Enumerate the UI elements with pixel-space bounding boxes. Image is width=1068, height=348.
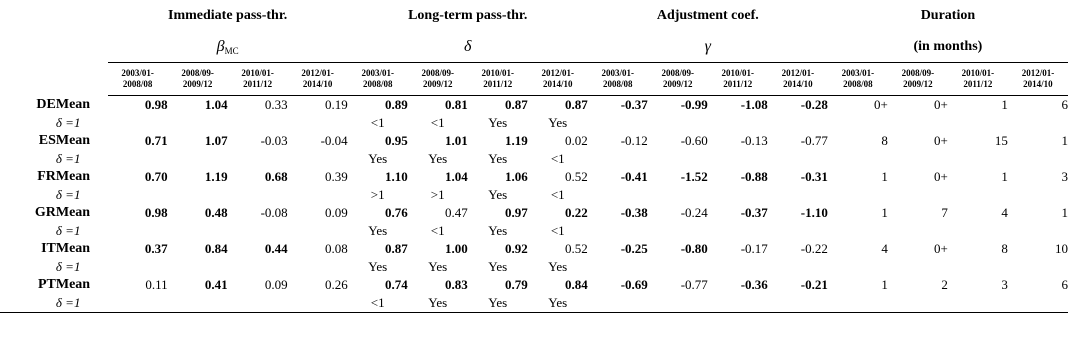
adjustment-value: -1.10 [800, 205, 828, 220]
empty-cell [108, 258, 168, 276]
empty-cell [588, 222, 648, 240]
duration-value: 4 [1001, 205, 1008, 220]
empty-cell [228, 258, 288, 276]
immediate-value: -0.03 [260, 133, 288, 148]
adjustment-value: -0.99 [680, 97, 708, 112]
period-header: 2010/01- 2011/12 [468, 63, 528, 96]
empty-cell [228, 186, 288, 204]
delta-test-value: Yes [408, 294, 468, 313]
duration-value: 0+ [934, 97, 948, 112]
longterm-value: 0.81 [444, 97, 468, 112]
longterm-value: 1.06 [504, 169, 528, 184]
adjustment-value: -0.17 [740, 241, 768, 256]
empty-cell [888, 150, 948, 168]
duration-value: 0+ [934, 241, 948, 256]
empty-cell [768, 294, 828, 313]
delta-test-value: <1 [550, 151, 565, 166]
duration-value: 10 [1055, 241, 1068, 256]
empty-cell [888, 186, 948, 204]
duration-value: 1 [1001, 169, 1008, 184]
row-label-delta-eq-1: δ =1 [55, 223, 81, 238]
adjustment-value: -0.24 [680, 205, 708, 220]
delta-test-value: Yes [488, 187, 508, 202]
duration-value: 6 [1061, 277, 1068, 292]
delta-test-value: Yes [488, 223, 508, 238]
delta-test-value: Yes [548, 259, 568, 274]
empty-cell [1008, 114, 1068, 132]
adjustment-value: -0.13 [740, 133, 768, 148]
table-row-flag [0, 222, 1068, 240]
period-header: 2003/01- 2008/08 [588, 63, 648, 96]
empty-cell [228, 222, 288, 240]
longterm-value: 0.87 [504, 97, 528, 112]
period-header: 2008/09- 2009/12 [408, 63, 468, 96]
delta-test-value: <1 [348, 294, 408, 313]
empty-cell [708, 150, 768, 168]
delta-test-value: Yes [468, 294, 528, 313]
empty-cell [648, 294, 708, 313]
longterm-value: 0.95 [384, 133, 408, 148]
empty-cell [648, 150, 708, 168]
row-label-delta-eq-1: δ =1 [55, 151, 81, 166]
immediate-value: 0.39 [324, 169, 348, 184]
duration-unit-note: (in months) [913, 39, 983, 54]
delta-test-value: Yes [488, 151, 508, 166]
symbol-beta-mc [108, 32, 348, 63]
table-row [0, 96, 1068, 115]
empty-cell [1008, 222, 1068, 240]
immediate-value: 0.37 [144, 241, 168, 256]
empty-cell [1008, 150, 1068, 168]
adjustment-value: -0.80 [680, 241, 708, 256]
longterm-value: 0.79 [504, 277, 528, 292]
symbol-delta: δ [464, 38, 472, 55]
delta-test-value: <1 [430, 115, 445, 130]
empty-cell [168, 294, 228, 313]
period-header: 2012/01- 2014/10 [768, 63, 828, 96]
adjustment-value: -1.08 [740, 97, 768, 112]
immediate-value: 0.48 [204, 205, 228, 220]
empty-cell [168, 186, 228, 204]
empty-cell [0, 186, 56, 204]
adjustment-value: -0.60 [680, 133, 708, 148]
duration-value: 7 [941, 205, 948, 220]
period-header: 2012/01- 2014/10 [1008, 63, 1068, 96]
table-row [0, 168, 1068, 186]
empty-cell [168, 114, 228, 132]
duration-value: 1 [1061, 133, 1068, 148]
delta-test-value: Yes [488, 259, 508, 274]
immediate-value: -0.08 [260, 205, 288, 220]
table-row-flag [0, 294, 1068, 313]
delta-test-value: <1 [550, 223, 565, 238]
beta-symbol: β [216, 38, 225, 55]
duration-value: 1 [881, 169, 888, 184]
empty-cell [708, 294, 768, 313]
period-header: 2010/01- 2011/12 [228, 63, 288, 96]
longterm-value: 0.52 [565, 241, 588, 256]
adjustment-value: -0.37 [740, 205, 768, 220]
empty-cell [108, 150, 168, 168]
table-row-flag [0, 186, 1068, 204]
duration-value: 1 [881, 277, 888, 292]
longterm-value: 0.76 [384, 205, 408, 220]
delta-test-value: <1 [370, 115, 385, 130]
group-header-adjustment: Adjustment coef. [656, 8, 759, 23]
corner-cell [0, 32, 108, 63]
row-label-mean: Mean [55, 205, 91, 220]
duration-value: 15 [994, 133, 1008, 148]
empty-cell [1008, 258, 1068, 276]
longterm-value: 0.89 [384, 97, 408, 112]
empty-cell [288, 150, 348, 168]
delta-test-value: >1 [370, 187, 385, 202]
row-label-delta-eq-1: δ =1 [55, 115, 81, 130]
country-label: GR [34, 205, 56, 220]
empty-cell [0, 222, 56, 240]
immediate-value: 0.11 [145, 277, 168, 292]
immediate-value: 0.08 [324, 241, 348, 256]
empty-cell [648, 186, 708, 204]
empty-cell [948, 258, 1008, 276]
immediate-value: 0.98 [144, 97, 168, 112]
group-header-longterm: Long-term pass-thr. [408, 8, 528, 23]
empty-cell [0, 114, 56, 132]
longterm-value: 0.97 [504, 205, 528, 220]
empty-cell [828, 258, 888, 276]
immediate-value: 0.68 [264, 169, 288, 184]
duration-value: 8 [881, 133, 888, 148]
immediate-value: 0.41 [204, 277, 228, 292]
longterm-value: 0.87 [384, 241, 408, 256]
empty-cell [768, 222, 828, 240]
row-label-mean: Mean [55, 241, 91, 256]
immediate-value: 1.04 [204, 97, 228, 112]
adjustment-value: -0.88 [740, 169, 768, 184]
row-label-mean: Mean [55, 133, 91, 148]
empty-cell [648, 222, 708, 240]
adjustment-value: -0.38 [620, 205, 648, 220]
empty-cell [108, 114, 168, 132]
empty-cell [108, 294, 168, 313]
longterm-value: 1.01 [444, 133, 468, 148]
country-label: ES [38, 133, 56, 148]
delta-test-value: Yes [528, 294, 588, 313]
group-header-duration: Duration [920, 8, 976, 23]
duration-value: 3 [1001, 277, 1008, 292]
empty-cell [288, 186, 348, 204]
empty-cell [828, 150, 888, 168]
row-label-delta-eq-1: δ =1 [56, 294, 108, 313]
empty-cell [708, 222, 768, 240]
delta-test-value: Yes [428, 151, 448, 166]
longterm-value: 1.00 [444, 241, 468, 256]
delta-test-value: Yes [488, 115, 508, 130]
empty-cell [828, 222, 888, 240]
duration-value: 4 [881, 241, 888, 256]
empty-cell [708, 186, 768, 204]
adjustment-value: -1.52 [680, 169, 708, 184]
longterm-value: 0.83 [444, 277, 468, 292]
empty-cell [108, 186, 168, 204]
immediate-value: 0.19 [324, 97, 348, 112]
immediate-value: 1.07 [204, 133, 228, 148]
adjustment-value: -0.21 [800, 277, 828, 292]
table-row [0, 240, 1068, 258]
empty-cell [888, 114, 948, 132]
immediate-value: -0.04 [320, 133, 348, 148]
empty-cell [228, 150, 288, 168]
empty-cell [888, 294, 948, 313]
empty-cell [888, 258, 948, 276]
immediate-value: 1.19 [204, 169, 228, 184]
empty-cell [108, 222, 168, 240]
country-label: DE [36, 96, 56, 112]
delta-test-value: Yes [368, 259, 388, 274]
empty-cell [768, 114, 828, 132]
empty-cell [708, 114, 768, 132]
period-header: 2003/01- 2008/08 [348, 63, 408, 96]
empty-cell [888, 222, 948, 240]
period-header: 2003/01- 2008/08 [108, 63, 168, 96]
longterm-value: 0.87 [565, 97, 588, 112]
corner-cell [0, 0, 108, 32]
duration-value: 8 [1001, 241, 1008, 256]
empty-cell [648, 258, 708, 276]
immediate-value: 0.44 [264, 241, 288, 256]
duration-value: 1 [1001, 97, 1008, 112]
row-label-mean: Mean [55, 96, 91, 112]
row-label-mean: Mean [55, 169, 91, 184]
table-row-flag [0, 258, 1068, 276]
empty-cell [948, 150, 1008, 168]
empty-cell [648, 114, 708, 132]
empty-cell [588, 294, 648, 313]
adjustment-value: -0.12 [620, 133, 648, 148]
empty-cell [948, 294, 1008, 313]
empty-cell [288, 114, 348, 132]
period-header: 2008/09- 2009/12 [648, 63, 708, 96]
period-header: 2003/01- 2008/08 [828, 63, 888, 96]
period-header: 2012/01- 2014/10 [288, 63, 348, 96]
duration-value: 3 [1061, 169, 1068, 184]
empty-cell [768, 258, 828, 276]
longterm-value: 0.74 [384, 277, 408, 292]
empty-cell [708, 258, 768, 276]
empty-cell [828, 114, 888, 132]
country-label: FR [37, 169, 56, 184]
adjustment-value: -0.25 [620, 241, 648, 256]
row-label-delta-eq-1: δ =1 [55, 187, 81, 202]
empty-cell [768, 150, 828, 168]
longterm-value: 0.52 [565, 169, 588, 184]
table-row [0, 276, 1068, 294]
immediate-value: 0.33 [264, 97, 288, 112]
adjustment-value: -0.77 [680, 277, 708, 292]
immediate-value: 0.84 [204, 241, 228, 256]
adjustment-value: -0.31 [800, 169, 828, 184]
duration-value: 1 [1061, 205, 1068, 220]
delta-test-value: >1 [430, 187, 445, 202]
duration-value: 1 [881, 205, 888, 220]
empty-cell [948, 186, 1008, 204]
empty-cell [588, 150, 648, 168]
empty-cell [948, 222, 1008, 240]
adjustment-value: -0.36 [740, 277, 768, 292]
immediate-value: 0.98 [144, 205, 168, 220]
corner-cell [0, 63, 108, 96]
empty-cell [828, 294, 888, 313]
immediate-value: 0.71 [144, 133, 168, 148]
delta-test-value: Yes [368, 223, 388, 238]
empty-cell [228, 114, 288, 132]
empty-cell [948, 114, 1008, 132]
period-header: 2008/09- 2009/12 [168, 63, 228, 96]
adjustment-value: -0.37 [620, 97, 648, 112]
immediate-value: 0.70 [144, 169, 168, 184]
country-label: PT [37, 277, 56, 292]
immediate-value: 0.09 [324, 205, 348, 220]
period-header: 2012/01- 2014/10 [528, 63, 588, 96]
duration-value: 0+ [934, 133, 948, 148]
empty-cell [828, 186, 888, 204]
empty-cell [1008, 294, 1068, 313]
empty-cell [0, 150, 56, 168]
table-row-flag [0, 114, 1068, 132]
period-header: 2008/09- 2009/12 [888, 63, 948, 96]
empty-cell [288, 258, 348, 276]
table-row-flag [0, 150, 1068, 168]
longterm-value: 0.47 [444, 205, 468, 220]
country-label: IT [41, 241, 56, 256]
adjustment-value: -0.28 [800, 97, 828, 112]
immediate-value: 0.09 [264, 277, 288, 292]
beta-subscript: MC [224, 46, 239, 56]
row-label-mean: Mean [55, 277, 91, 292]
empty-cell [588, 258, 648, 276]
duration-value: 6 [1061, 97, 1068, 112]
table-row [0, 204, 1068, 222]
immediate-value: 0.26 [324, 277, 348, 292]
delta-test-value: Yes [428, 259, 448, 274]
longterm-value: 1.04 [444, 169, 468, 184]
adjustment-value: -0.77 [800, 133, 828, 148]
table-row [0, 132, 1068, 150]
longterm-value: 1.10 [384, 169, 408, 184]
empty-cell [168, 222, 228, 240]
empty-cell [0, 294, 56, 313]
adjustment-value: -0.41 [620, 169, 648, 184]
period-header: 2010/01- 2011/12 [948, 63, 1008, 96]
adjustment-value: -0.22 [800, 241, 828, 256]
empty-cell [0, 258, 56, 276]
empty-cell [168, 258, 228, 276]
duration-value: 0+ [874, 97, 888, 112]
longterm-value: 0.22 [565, 205, 588, 220]
longterm-value: 0.84 [565, 277, 588, 292]
delta-test-value: Yes [548, 115, 568, 130]
empty-cell [168, 150, 228, 168]
duration-value: 2 [941, 277, 948, 292]
empty-cell [228, 294, 288, 313]
empty-cell [588, 186, 648, 204]
delta-test-value: <1 [430, 223, 445, 238]
empty-cell [288, 222, 348, 240]
longterm-value: 1.19 [504, 133, 528, 148]
row-label-delta-eq-1: δ =1 [55, 259, 81, 274]
duration-value: 0+ [934, 169, 948, 184]
symbol-gamma: γ [704, 38, 711, 55]
group-header-immediate: Immediate pass-thr. [168, 8, 288, 23]
longterm-value: 0.02 [565, 133, 588, 148]
empty-cell [288, 294, 348, 313]
adjustment-value: -0.69 [620, 277, 648, 292]
delta-test-value: Yes [368, 151, 388, 166]
longterm-value: 0.92 [504, 241, 528, 256]
empty-cell [1008, 186, 1068, 204]
delta-test-value: <1 [550, 187, 565, 202]
empty-cell [768, 186, 828, 204]
empty-cell [588, 114, 648, 132]
period-header: 2010/01- 2011/12 [708, 63, 768, 96]
